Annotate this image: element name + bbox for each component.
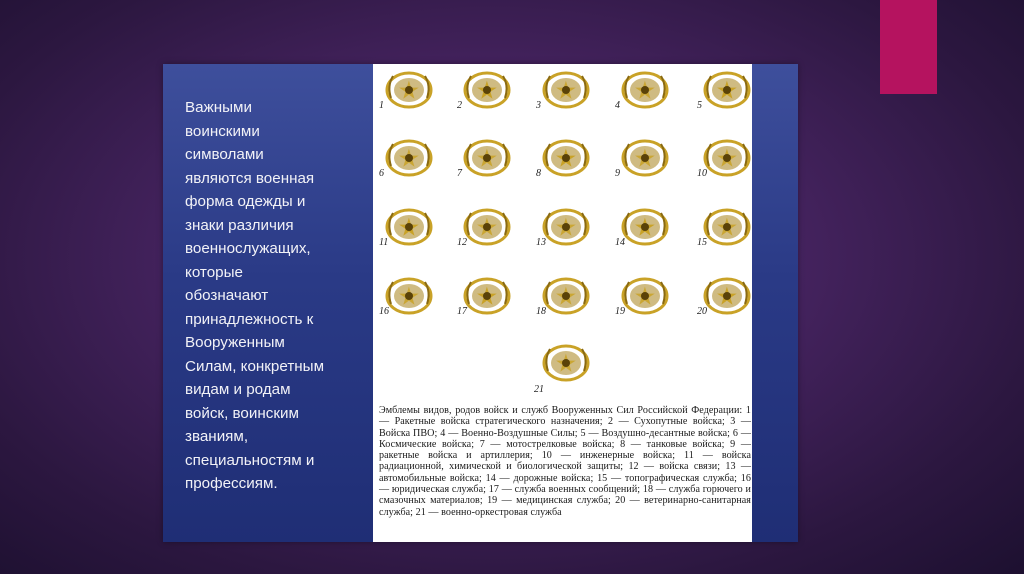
emblem-number: 19 — [615, 306, 625, 317]
emblem-icon — [619, 274, 671, 318]
emblem-icon — [383, 274, 435, 318]
emblem-number: 9 — [615, 168, 620, 179]
emblem-8 — [534, 134, 614, 200]
emblem-icon — [461, 205, 513, 249]
emblem-19 — [613, 272, 693, 338]
figure-caption: Эмблемы видов, родов войск и служб Вооруженных Сил Российской Федерации: 1 — Ракетные войска стратегического назначения; 2 — Сухопутные войска; 3 — Войска ПВО; 4 — Военно-Воздушные Силы; 5 — Воздушно-десантные войска; 6 — Космические войска; 7 — мотострелковые войска; 8 — танковые войска; 9 — ракетные войска и артиллерия; 10 — инженерные войска; 11 — войска радиационной, химической и биологической защиты; 12 — войска связи; 13 — автомобильные войска; 14 — дорожные войска; 15 — топографическая служба; 16 — юридическая служба; 17 — служба военных сообщений; 18 — служба горючего и смазочных материалов; 19 — медицинская служба; 20 — ветеринарно-санитарная служба; 21 — военно-оркестровая служба — [379, 405, 751, 518]
emblem-icon — [383, 136, 435, 180]
emblem-7 — [455, 134, 535, 200]
emblem-icon — [701, 136, 753, 180]
emblem-number: 15 — [697, 237, 707, 248]
emblems-figure — [373, 64, 752, 542]
emblem-3 — [534, 66, 614, 132]
emblem-icon — [619, 68, 671, 112]
emblem-icon — [619, 136, 671, 180]
emblem-number: 21 — [534, 384, 544, 395]
emblem-icon — [383, 205, 435, 249]
emblem-icon — [540, 341, 592, 385]
emblem-1 — [377, 66, 457, 132]
emblem-icon — [540, 68, 592, 112]
emblem-number: 13 — [536, 237, 546, 248]
emblem-icon — [701, 274, 753, 318]
emblem-9 — [613, 134, 693, 200]
accent-bar — [880, 0, 937, 94]
emblem-15 — [695, 203, 775, 269]
emblem-number: 1 — [379, 100, 384, 111]
emblem-6 — [377, 134, 457, 200]
emblem-20 — [695, 272, 775, 338]
emblem-number: 4 — [615, 100, 620, 111]
emblem-number: 14 — [615, 237, 625, 248]
emblem-icon — [540, 274, 592, 318]
emblem-icon — [619, 205, 671, 249]
emblem-number: 5 — [697, 100, 702, 111]
slide-body-text: Важными воинскими символами являются военная форма одежды и знаки различия военнослужащих, которые обозначают принадлежность к Вооруженным Силам, конкретным видам и родам войск, воинским званиям, специальностям и профессиям. — [185, 99, 325, 492]
emblem-number: 20 — [697, 306, 707, 317]
emblem-number: 17 — [457, 306, 467, 317]
emblem-number: 11 — [379, 237, 389, 248]
emblem-21 — [534, 339, 614, 405]
emblem-number: 16 — [379, 306, 389, 317]
emblem-icon — [383, 68, 435, 112]
emblem-number: 8 — [536, 168, 541, 179]
emblem-icon — [540, 205, 592, 249]
emblem-icon — [540, 136, 592, 180]
emblem-number: 6 — [379, 168, 384, 179]
emblem-number: 18 — [536, 306, 546, 317]
emblem-number: 12 — [457, 237, 467, 248]
emblem-5 — [695, 66, 775, 132]
emblem-number: 7 — [457, 168, 462, 179]
emblem-2 — [455, 66, 535, 132]
emblem-10 — [695, 134, 775, 200]
emblem-number: 10 — [697, 168, 707, 179]
emblem-12 — [455, 203, 535, 269]
emblem-4 — [613, 66, 693, 132]
emblem-16 — [377, 272, 457, 338]
emblem-11 — [377, 203, 457, 269]
emblem-icon — [461, 274, 513, 318]
emblem-icon — [701, 205, 753, 249]
emblem-icon — [461, 68, 513, 112]
emblem-14 — [613, 203, 693, 269]
emblem-18 — [534, 272, 614, 338]
emblem-number: 2 — [457, 100, 462, 111]
emblem-icon — [461, 136, 513, 180]
emblem-number: 3 — [536, 100, 541, 111]
emblem-17 — [455, 272, 535, 338]
emblem-13 — [534, 203, 614, 269]
emblem-icon — [701, 68, 753, 112]
